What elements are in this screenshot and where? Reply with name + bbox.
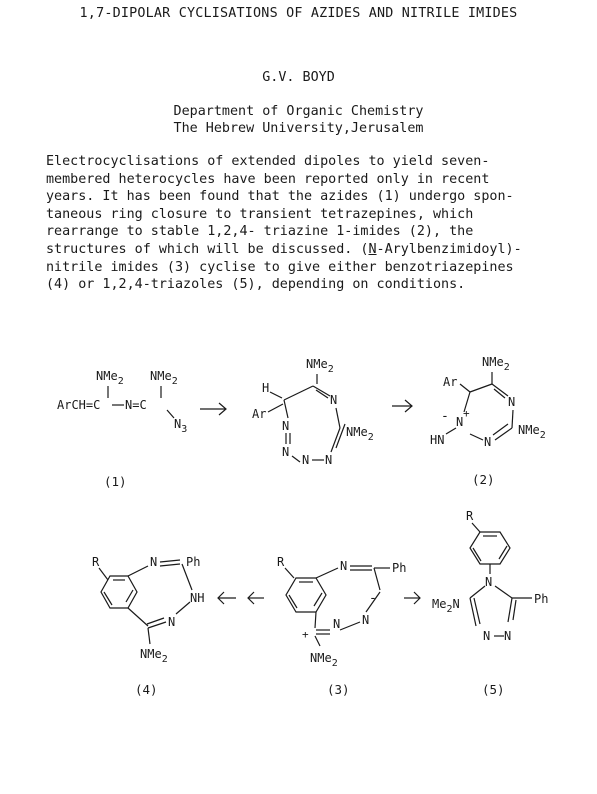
atom-label: NMe$_2$ [482, 355, 510, 373]
affiliation-university: The Hebrew University,Jerusalem [173, 121, 424, 136]
abstract-line-tail: (N-Arylbenzimidoyl)- [352, 241, 522, 257]
atom-label: N=C [125, 398, 147, 412]
compound-3-structure [277, 555, 406, 669]
atom-label: N [150, 555, 158, 569]
atom-label: R [277, 555, 285, 569]
reaction-scheme [0, 340, 597, 794]
atom-label: N [340, 559, 348, 573]
abstract [46, 153, 566, 294]
charge-minus: - [369, 591, 377, 606]
atom-label: NMe$_2$ [310, 651, 338, 669]
atom-label: N [302, 453, 310, 467]
reaction-arrow [392, 400, 412, 412]
tetrazepine-structure [252, 357, 374, 467]
atom-label: N [333, 617, 341, 631]
atom-label: N [325, 453, 333, 467]
compound-1-structure [57, 369, 187, 435]
atom-label: $Me_2N$ [432, 597, 460, 615]
atom-label: NMe$_2$ [150, 369, 178, 387]
atom-label: NMe$_2$ [306, 357, 334, 375]
abstract-line: membered heterocycles have been reported only in recent [46, 171, 490, 187]
atom-label: NMe$_2$ [346, 425, 374, 443]
reaction-arrow [218, 592, 264, 604]
atom-label: NMe$_2$ [518, 423, 546, 441]
abstract-line: taneous ring closure to transient tetrazepines, which [46, 206, 474, 222]
atom-label: Ar [443, 375, 458, 389]
atom-label: N [508, 395, 516, 409]
atom-label: N [456, 415, 464, 429]
affiliation [0, 103, 597, 137]
compound-2-structure [430, 355, 546, 449]
compound-label-3: (3) [327, 682, 350, 697]
atom-label: N [168, 615, 176, 629]
atom-label: N [485, 575, 493, 589]
charge-plus: + [302, 628, 309, 641]
compound-4-structure [92, 555, 204, 665]
reaction-arrow [200, 403, 226, 415]
paper-title: 1,7-DIPOLAR CYCLISATIONS OF AZIDES AND NITRILE IMIDES [79, 6, 518, 21]
atom-label: N [504, 629, 512, 643]
reaction-arrow [404, 592, 420, 604]
atom-label: N [330, 393, 338, 407]
atom-label: NMe$_2$ [140, 647, 168, 665]
atom-label: N [362, 613, 370, 627]
charge-plus: + [463, 407, 470, 420]
atom-label: Ph [186, 555, 201, 569]
atom-label: Ph [392, 561, 407, 575]
atom-label: N [483, 629, 491, 643]
atom-label: $N_3$ [174, 417, 188, 435]
charge-minus: - [441, 409, 449, 424]
atom-label: HN [430, 433, 445, 447]
compound-label-1: (1) [104, 474, 127, 489]
atom-label: NH [190, 591, 205, 605]
abstract-line: nitrile imides (3) cyclise to give either benzotriazepines [46, 259, 514, 275]
atom-label: N [282, 445, 290, 459]
atom-label: Ar [252, 407, 267, 421]
atom-label: R [92, 555, 100, 569]
atom-label: N [282, 419, 290, 433]
affiliation-department: Department of Organic Chemistry [173, 104, 424, 119]
abstract-line: (4) or 1,2,4-triazoles (5), depending on conditions. [46, 277, 466, 293]
abstract-line: rearrange to stable 1,2,4- triazine 1-imides (2), the [46, 224, 474, 240]
compound-label-5: (5) [482, 682, 505, 697]
compound-label-2: (2) [472, 472, 495, 487]
abstract-line: years. It has been found that the azides (1) undergo spon- [46, 189, 514, 205]
atom-label: ArCH=C [57, 398, 101, 412]
abstract-line: Electrocyclisations of extended dipoles to yield seven- [46, 154, 490, 169]
compound-5-structure [432, 509, 548, 643]
atom-label: R [466, 509, 474, 523]
abstract-line [46, 241, 566, 259]
atom-label: H [262, 381, 270, 395]
author-name: G.V. BOYD [262, 70, 335, 85]
atom-label: N [484, 435, 492, 449]
atom-label: NMe$_2$ [96, 369, 124, 387]
abstract-line-head: structures of which will be discussed. [46, 241, 353, 257]
atom-label: Ph [534, 592, 549, 606]
compound-label-4: (4) [135, 682, 158, 697]
